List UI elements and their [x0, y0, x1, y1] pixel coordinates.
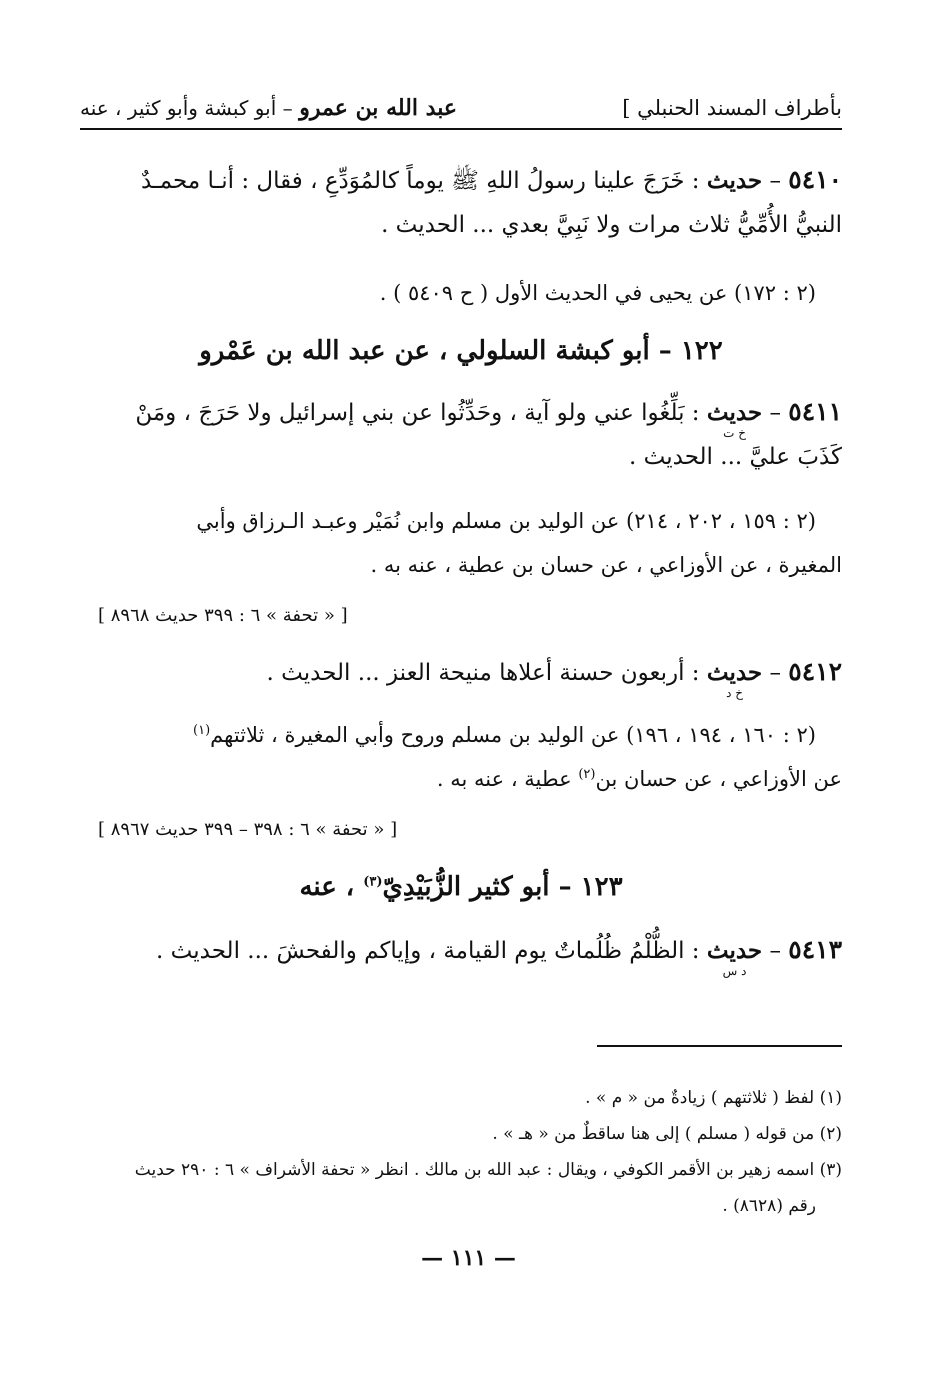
hadith-text: : الظُّلْمُ ظُلُماتٌ يوم القيامة ، وإياكم والفحشَ ... الحديث . [156, 938, 700, 964]
hadith-label-text: حديث [706, 937, 763, 964]
tuhfa-text: [ « تحفة » ٦ : ٣٩٨ – ٣٩٩ حديث ٨٩٦٧ ] [98, 819, 398, 840]
hadith-label [707, 167, 762, 194]
page-number: — ١١١ — [421, 1245, 516, 1271]
source-text: عن الأوزاعي ، عن حسان بن [595, 767, 842, 791]
footnote-continuation: رقم (٨٦٢٨) . [722, 1196, 816, 1216]
source-text: (٢ : ١٦٠ ، ١٩٤ ، ١٩٦) عن الوليد بن مسلم وروح وأبي المغيرة ، ثلاثتهم [210, 723, 816, 747]
tuhfa-text: [ « تحفة » ٦ : ٣٩٩ حديث ٨٩٦٨ ] [98, 605, 348, 626]
hadith-source-line [80, 713, 842, 757]
footnotes [80, 1080, 842, 1224]
hadith-5411 [80, 390, 842, 631]
header-section-bold: عبد الله بن عمرو [299, 95, 457, 121]
tuhfa-reference [80, 815, 842, 845]
hadith-label [706, 399, 763, 440]
footnote-divider [597, 1045, 842, 1047]
hadith-line [80, 928, 842, 978]
hadith-label-text: حديث [706, 659, 763, 686]
hadith-text: : أربعون حسنة أعلاها منيحة العنز ... الحديث . [266, 660, 700, 686]
dash: – [769, 168, 781, 194]
hadith-label-text: حديث [706, 167, 763, 194]
section-heading-122: ١٢٢ – أبو كبشة السلولي ، عن عبد الله بن عَمْرو [199, 336, 723, 366]
footnote-ref: (١) [193, 723, 211, 738]
footnote: (٣) اسمه زهير بن الأقمر الكوفي ، ويقال : عبد الله بن مالك . انظر « تحفة الأشراف » ٦ : ٢٩٠ حديث [134, 1160, 842, 1180]
header-section-rest: – أبو كبشة وأبو كثير ، عنه [80, 96, 293, 120]
hadith-source: (٢ : ١٧٢) عن يحيى في الحديث الأول ( ح ٥٤٠٩ ) . [379, 281, 816, 305]
hadith-line [80, 158, 842, 203]
dash: – [769, 400, 781, 426]
hadith-label [706, 937, 763, 978]
hadith-text: : خَرَجَ علينا رسولُ اللهِ ﷺ يوماً كالمُوَدِّعِ ، فقال : أنـا محمـدٌ [140, 168, 700, 194]
hadith-source-line: المغيرة ، عن الأوزاعي ، عن حسان بن عطية ، عنه به . [370, 553, 842, 577]
header-section [80, 95, 457, 121]
dash: – [769, 660, 781, 686]
footnote-ref: (٣) [363, 874, 383, 890]
hadith-5410 [80, 158, 842, 315]
hadith-5413 [80, 928, 842, 978]
footnote-ref: (٢) [578, 767, 596, 782]
collection-marks: خ ت [723, 426, 746, 440]
hadith-line: النبيُّ الأُمِّيُّ ثلاث مرات ولا نَبِيَّ بعدي ... الحديث . [381, 212, 842, 238]
hadith-label [706, 659, 763, 700]
hadith-source-line [80, 757, 842, 801]
footnote: (١) لفظ ( ثلاثتهم ) زيادةٌ من « م » . [585, 1088, 842, 1108]
hadith-number: ٥٤١٣ [788, 935, 842, 964]
header-book-title: بأطراف المسند الحنبلي ] [622, 96, 842, 120]
section-heading-123 [80, 872, 842, 902]
hadith-line [80, 650, 842, 700]
collection-marks: خ د [726, 686, 743, 700]
hadith-line [80, 390, 842, 440]
hadith-source-line: (٢ : ١٥٩ ، ٢٠٢ ، ٢١٤) عن الوليد بن مسلم وابن نُمَيْر وعبـد الـرزاق وأبي [196, 509, 816, 533]
dash: – [769, 938, 781, 964]
footnote: (٢) من قوله ( مسلم ) إلى هنا ساقطٌ من « هـ » . [492, 1124, 842, 1144]
hadith-line: كَذَبَ عليَّ ... الحديث . [629, 444, 842, 470]
hadith-5412 [80, 650, 842, 845]
running-header [80, 88, 842, 130]
hadith-number: ٥٤١٠ [788, 165, 842, 194]
section-title: ١٢٣ – أبو كثير الزُّبَيْدِيّ [382, 872, 623, 902]
source-text: عطية ، عنه به . [436, 767, 572, 791]
hadith-number: ٥٤١١ [788, 397, 842, 426]
hadith-label-text: حديث [706, 399, 763, 426]
hadith-text: : بَلِّغُوا عني ولو آية ، وحَدِّثُوا عن بني إسرائيل ولا حَرَجَ ، ومَنْ [135, 400, 700, 426]
collection-marks: د س [722, 964, 747, 978]
tuhfa-reference [80, 601, 842, 631]
section-tail: ، عنه [299, 872, 355, 902]
hadith-number: ٥٤١٢ [788, 657, 842, 686]
